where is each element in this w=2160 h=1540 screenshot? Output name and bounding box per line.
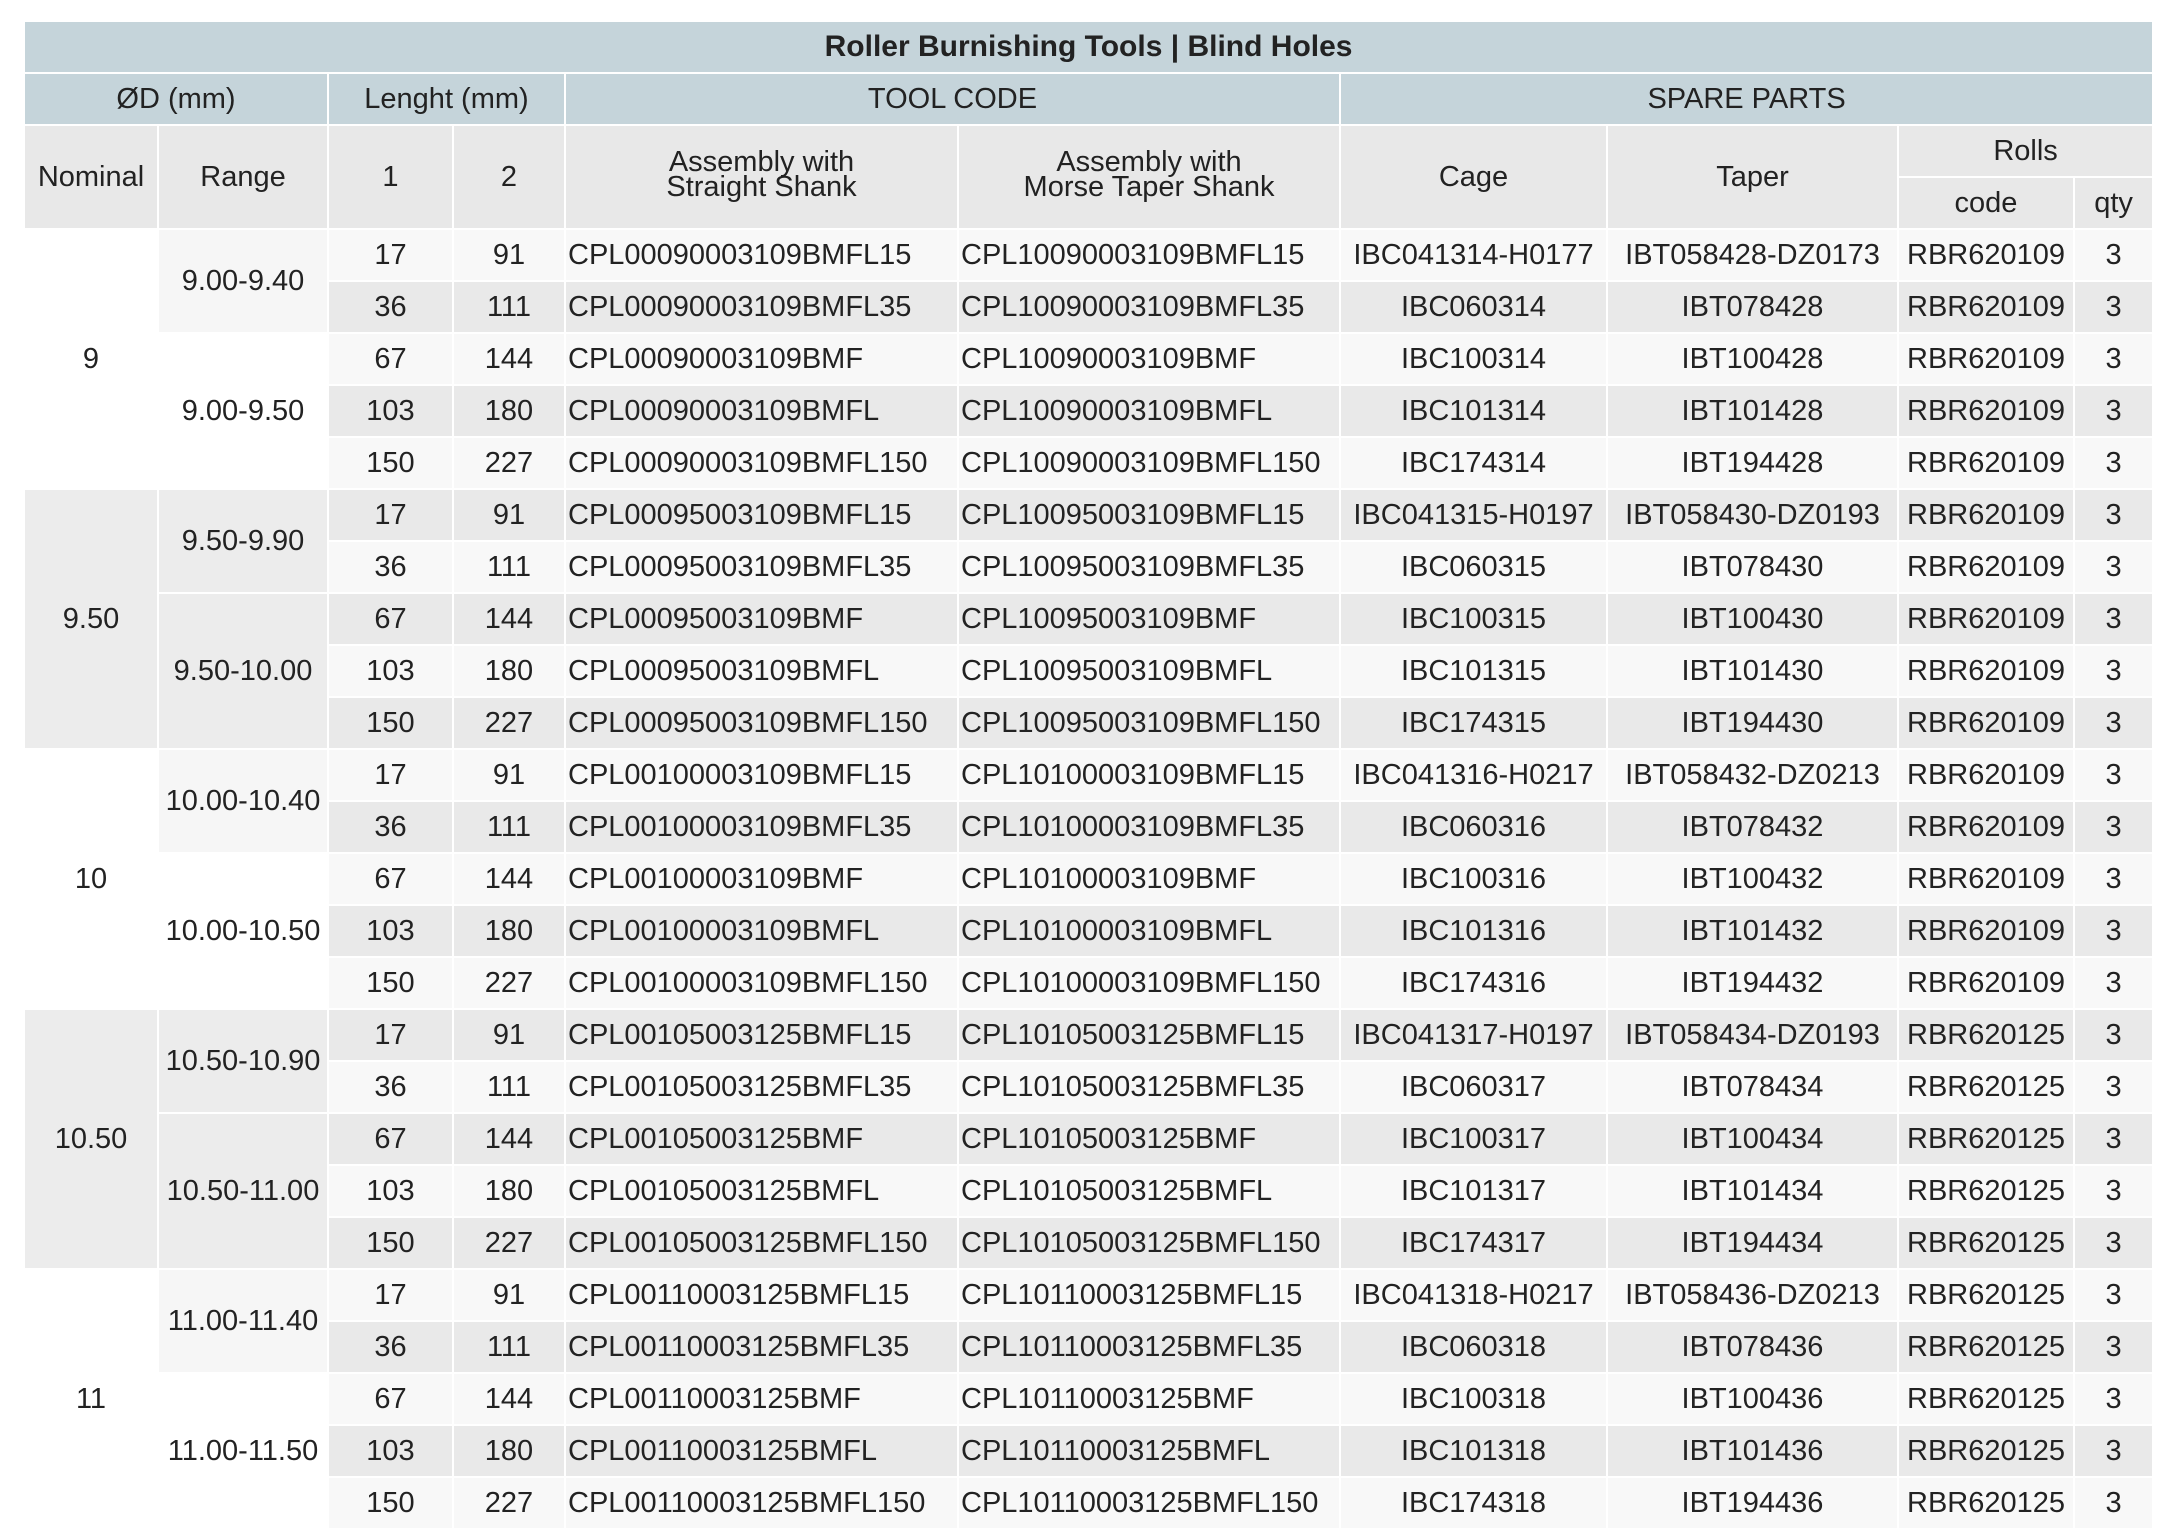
rolls-code-cell: RBR620109 (1898, 645, 2074, 697)
straight-shank-code-cell: CPL00090003109BMFL15 (565, 229, 958, 281)
length-2-cell: 227 (453, 697, 565, 749)
header-straight-line1: Assembly with (668, 146, 855, 178)
cage-code-cell: IBC041316-H0217 (1340, 749, 1607, 801)
header-nominal: Nominal (25, 125, 158, 229)
taper-code-cell: IBT194432 (1607, 957, 1898, 1009)
cage-code-cell: IBC100315 (1340, 593, 1607, 645)
straight-shank-code-cell: CPL00110003125BMF (565, 1373, 958, 1425)
rolls-qty-cell: 3 (2074, 1477, 2153, 1529)
straight-shank-code-cell: CPL00100003109BMFL15 (565, 749, 958, 801)
header-rolls: Rolls (1898, 125, 2153, 177)
table-row (25, 1009, 2153, 1061)
length-1-cell: 17 (328, 1009, 453, 1061)
straight-shank-code-cell: CPL00105003125BMFL150 (565, 1217, 958, 1269)
rolls-qty-cell: 3 (2074, 957, 2153, 1009)
morse-taper-code-cell: CPL10105003125BMFL15 (958, 1009, 1340, 1061)
rolls-code-cell: RBR620109 (1898, 957, 2074, 1009)
length-2-cell: 111 (453, 801, 565, 853)
length-1-cell: 17 (328, 229, 453, 281)
straight-shank-code-cell: CPL00095003109BMFL (565, 645, 958, 697)
rolls-code-cell: RBR620125 (1898, 1165, 2074, 1217)
length-1-cell: 103 (328, 385, 453, 437)
length-2-cell: 180 (453, 645, 565, 697)
range-cell: 10.50-11.00 (158, 1113, 328, 1269)
morse-taper-code-cell: CPL10090003109BMFL35 (958, 281, 1340, 333)
nominal-cell: 10.50 (25, 1009, 158, 1269)
length-2-cell: 111 (453, 541, 565, 593)
range-cell: 10.00-10.40 (158, 749, 328, 853)
table-row (25, 853, 2153, 905)
length-1-cell: 150 (328, 1217, 453, 1269)
length-2-cell: 91 (453, 229, 565, 281)
length-1-cell: 67 (328, 1113, 453, 1165)
cage-code-cell: IBC060314 (1340, 281, 1607, 333)
header-morse-line2: Morse Taper Shank (1023, 171, 1275, 203)
morse-taper-code-cell: CPL10100003109BMFL (958, 905, 1340, 957)
rolls-qty-cell: 3 (2074, 905, 2153, 957)
morse-taper-code-cell: CPL10110003125BMFL (958, 1425, 1340, 1477)
table-title: Roller Burnishing Tools | Blind Holes (25, 22, 2153, 73)
taper-code-cell: IBT058430-DZ0193 (1607, 489, 1898, 541)
rolls-qty-cell: 3 (2074, 1165, 2153, 1217)
table-row (25, 333, 2153, 385)
range-cell: 11.00-11.40 (158, 1269, 328, 1373)
range-cell: 11.00-11.50 (158, 1373, 328, 1529)
morse-taper-code-cell: CPL10095003109BMFL15 (958, 489, 1340, 541)
length-2-cell: 180 (453, 385, 565, 437)
rolls-qty-cell: 3 (2074, 1061, 2153, 1113)
rolls-qty-cell: 3 (2074, 1009, 2153, 1061)
header-cage: Cage (1340, 125, 1607, 229)
header-od: ØD (mm) (25, 73, 328, 125)
cage-code-cell: IBC174314 (1340, 437, 1607, 489)
header-taper: Taper (1607, 125, 1898, 229)
range-cell: 10.50-10.90 (158, 1009, 328, 1113)
straight-shank-code-cell: CPL00100003109BMFL (565, 905, 958, 957)
nominal-cell: 9.50 (25, 489, 158, 749)
rolls-code-cell: RBR620125 (1898, 1477, 2074, 1529)
table-row (25, 1425, 2153, 1477)
rolls-code-cell: RBR620125 (1898, 1217, 2074, 1269)
morse-taper-code-cell: CPL10110003125BMFL150 (958, 1477, 1340, 1529)
cage-code-cell: IBC100314 (1340, 333, 1607, 385)
rolls-code-cell: RBR620109 (1898, 281, 2074, 333)
morse-taper-code-cell: CPL10090003109BMFL (958, 385, 1340, 437)
cage-code-cell: IBC101318 (1340, 1425, 1607, 1477)
rolls-code-cell: RBR620125 (1898, 1321, 2074, 1373)
table-row (25, 541, 2153, 593)
straight-shank-code-cell: CPL00100003109BMFL35 (565, 801, 958, 853)
length-2-cell: 91 (453, 749, 565, 801)
rolls-code-cell: RBR620125 (1898, 1009, 2074, 1061)
length-1-cell: 36 (328, 281, 453, 333)
length-1-cell: 103 (328, 905, 453, 957)
length-2-cell: 91 (453, 1009, 565, 1061)
straight-shank-code-cell: CPL00095003109BMFL150 (565, 697, 958, 749)
taper-code-cell: IBT194436 (1607, 1477, 1898, 1529)
rolls-qty-cell: 3 (2074, 229, 2153, 281)
length-1-cell: 36 (328, 1061, 453, 1113)
cage-code-cell: IBC060315 (1340, 541, 1607, 593)
cage-code-cell: IBC174318 (1340, 1477, 1607, 1529)
straight-shank-code-cell: CPL00110003125BMFL35 (565, 1321, 958, 1373)
straight-shank-code-cell: CPL00100003109BMF (565, 853, 958, 905)
taper-code-cell: IBT194428 (1607, 437, 1898, 489)
length-2-cell: 180 (453, 1165, 565, 1217)
taper-code-cell: IBT101432 (1607, 905, 1898, 957)
header-length-2: 2 (453, 125, 565, 229)
header-morse-taper-shank (958, 125, 1340, 229)
cage-code-cell: IBC060317 (1340, 1061, 1607, 1113)
taper-code-cell: IBT058434-DZ0193 (1607, 1009, 1898, 1061)
length-2-cell: 227 (453, 957, 565, 1009)
taper-code-cell: IBT078432 (1607, 801, 1898, 853)
rolls-qty-cell: 3 (2074, 1269, 2153, 1321)
table-row (25, 1373, 2153, 1425)
length-2-cell: 180 (453, 1425, 565, 1477)
cage-code-cell: IBC041314-H0177 (1340, 229, 1607, 281)
header-tool-code: TOOL CODE (565, 73, 1340, 125)
taper-code-cell: IBT101428 (1607, 385, 1898, 437)
length-1-cell: 67 (328, 853, 453, 905)
rolls-code-cell: RBR620125 (1898, 1373, 2074, 1425)
taper-code-cell: IBT058436-DZ0213 (1607, 1269, 1898, 1321)
table-row (25, 1477, 2153, 1529)
straight-shank-code-cell: CPL00095003109BMFL35 (565, 541, 958, 593)
burnishing-tools-table (25, 22, 2154, 1530)
taper-code-cell: IBT058432-DZ0213 (1607, 749, 1898, 801)
table-row (25, 281, 2153, 333)
nominal-cell: 11 (25, 1269, 158, 1529)
rolls-code-cell: RBR620109 (1898, 905, 2074, 957)
morse-taper-code-cell: CPL10110003125BMFL15 (958, 1269, 1340, 1321)
rolls-qty-cell: 3 (2074, 1321, 2153, 1373)
table-row (25, 905, 2153, 957)
rolls-code-cell: RBR620109 (1898, 749, 2074, 801)
header-straight-line2: Straight Shank (666, 171, 857, 203)
rolls-qty-cell: 3 (2074, 853, 2153, 905)
taper-code-cell: IBT100432 (1607, 853, 1898, 905)
rolls-qty-cell: 3 (2074, 1113, 2153, 1165)
cage-code-cell: IBC100316 (1340, 853, 1607, 905)
rolls-qty-cell: 3 (2074, 281, 2153, 333)
header-morse-line1: Assembly with (1056, 146, 1242, 178)
morse-taper-code-cell: CPL10100003109BMF (958, 853, 1340, 905)
rolls-qty-cell: 3 (2074, 697, 2153, 749)
length-2-cell: 91 (453, 1269, 565, 1321)
cage-code-cell: IBC174317 (1340, 1217, 1607, 1269)
straight-shank-code-cell: CPL00110003125BMFL15 (565, 1269, 958, 1321)
morse-taper-code-cell: CPL10095003109BMFL150 (958, 697, 1340, 749)
straight-shank-code-cell: CPL00105003125BMF (565, 1113, 958, 1165)
table-row (25, 801, 2153, 853)
rolls-qty-cell: 3 (2074, 801, 2153, 853)
morse-taper-code-cell: CPL10090003109BMF (958, 333, 1340, 385)
length-1-cell: 103 (328, 1425, 453, 1477)
rolls-code-cell: RBR620109 (1898, 801, 2074, 853)
table-row (25, 489, 2153, 541)
rolls-code-cell: RBR620125 (1898, 1269, 2074, 1321)
table-row (25, 697, 2153, 749)
length-2-cell: 227 (453, 437, 565, 489)
rolls-qty-cell: 3 (2074, 1425, 2153, 1477)
rolls-qty-cell: 3 (2074, 489, 2153, 541)
taper-code-cell: IBT194434 (1607, 1217, 1898, 1269)
length-1-cell: 150 (328, 1477, 453, 1529)
cage-code-cell: IBC101314 (1340, 385, 1607, 437)
rolls-code-cell: RBR620109 (1898, 853, 2074, 905)
rolls-code-cell: RBR620109 (1898, 489, 2074, 541)
cage-code-cell: IBC041317-H0197 (1340, 1009, 1607, 1061)
morse-taper-code-cell: CPL10090003109BMFL15 (958, 229, 1340, 281)
morse-taper-code-cell: CPL10100003109BMFL150 (958, 957, 1340, 1009)
straight-shank-code-cell: CPL00110003125BMFL150 (565, 1477, 958, 1529)
straight-shank-code-cell: CPL00090003109BMFL150 (565, 437, 958, 489)
length-1-cell: 150 (328, 957, 453, 1009)
length-1-cell: 150 (328, 437, 453, 489)
rolls-qty-cell: 3 (2074, 749, 2153, 801)
length-2-cell: 111 (453, 281, 565, 333)
straight-shank-code-cell: CPL00090003109BMFL35 (565, 281, 958, 333)
rolls-code-cell: RBR620125 (1898, 1425, 2074, 1477)
taper-code-cell: IBT058428-DZ0173 (1607, 229, 1898, 281)
range-cell: 9.00-9.50 (158, 333, 328, 489)
morse-taper-code-cell: CPL10110003125BMFL35 (958, 1321, 1340, 1373)
rolls-code-cell: RBR620109 (1898, 697, 2074, 749)
length-2-cell: 144 (453, 333, 565, 385)
morse-taper-code-cell: CPL10105003125BMF (958, 1113, 1340, 1165)
rolls-qty-cell: 3 (2074, 593, 2153, 645)
table-row (25, 749, 2153, 801)
morse-taper-code-cell: CPL10110003125BMF (958, 1373, 1340, 1425)
morse-taper-code-cell: CPL10105003125BMFL150 (958, 1217, 1340, 1269)
straight-shank-code-cell: CPL00105003125BMFL15 (565, 1009, 958, 1061)
rolls-code-cell: RBR620109 (1898, 437, 2074, 489)
header-spare-parts: SPARE PARTS (1340, 73, 2153, 125)
rolls-qty-cell: 3 (2074, 1217, 2153, 1269)
range-cell: 10.00-10.50 (158, 853, 328, 1009)
rolls-code-cell: RBR620125 (1898, 1061, 2074, 1113)
rolls-code-cell: RBR620109 (1898, 541, 2074, 593)
nominal-cell: 9 (25, 229, 158, 489)
morse-taper-code-cell: CPL10095003109BMFL (958, 645, 1340, 697)
taper-code-cell: IBT101434 (1607, 1165, 1898, 1217)
table-body (25, 229, 2153, 1529)
morse-taper-code-cell: CPL10100003109BMFL15 (958, 749, 1340, 801)
taper-code-cell: IBT078434 (1607, 1061, 1898, 1113)
range-cell: 9.50-10.00 (158, 593, 328, 749)
morse-taper-code-cell: CPL10090003109BMFL150 (958, 437, 1340, 489)
header-rolls-qty: qty (2074, 177, 2153, 229)
length-1-cell: 17 (328, 489, 453, 541)
taper-code-cell: IBT194430 (1607, 697, 1898, 749)
cage-code-cell: IBC174316 (1340, 957, 1607, 1009)
morse-taper-code-cell: CPL10095003109BMF (958, 593, 1340, 645)
morse-taper-code-cell: CPL10100003109BMFL35 (958, 801, 1340, 853)
taper-code-cell: IBT100430 (1607, 593, 1898, 645)
length-1-cell: 103 (328, 1165, 453, 1217)
length-2-cell: 144 (453, 1373, 565, 1425)
rolls-code-cell: RBR620109 (1898, 333, 2074, 385)
length-1-cell: 36 (328, 541, 453, 593)
taper-code-cell: IBT078428 (1607, 281, 1898, 333)
straight-shank-code-cell: CPL00095003109BMFL15 (565, 489, 958, 541)
straight-shank-code-cell: CPL00090003109BMF (565, 333, 958, 385)
length-2-cell: 111 (453, 1061, 565, 1113)
length-2-cell: 91 (453, 489, 565, 541)
cage-code-cell: IBC041318-H0217 (1340, 1269, 1607, 1321)
table-row (25, 1217, 2153, 1269)
length-2-cell: 144 (453, 1113, 565, 1165)
taper-code-cell: IBT100436 (1607, 1373, 1898, 1425)
table-row (25, 645, 2153, 697)
length-1-cell: 36 (328, 1321, 453, 1373)
table-row (25, 385, 2153, 437)
cage-code-cell: IBC060318 (1340, 1321, 1607, 1373)
rolls-qty-cell: 3 (2074, 385, 2153, 437)
straight-shank-code-cell: CPL00105003125BMFL35 (565, 1061, 958, 1113)
rolls-qty-cell: 3 (2074, 645, 2153, 697)
table-container (25, 22, 2153, 1530)
table-row (25, 1321, 2153, 1373)
length-2-cell: 144 (453, 853, 565, 905)
straight-shank-code-cell: CPL00100003109BMFL150 (565, 957, 958, 1009)
taper-code-cell: IBT100434 (1607, 1113, 1898, 1165)
straight-shank-code-cell: CPL00105003125BMFL (565, 1165, 958, 1217)
taper-code-cell: IBT100428 (1607, 333, 1898, 385)
rolls-code-cell: RBR620109 (1898, 593, 2074, 645)
table-row (25, 1061, 2153, 1113)
rolls-code-cell: RBR620125 (1898, 1113, 2074, 1165)
table-row (25, 437, 2153, 489)
table-row (25, 1165, 2153, 1217)
length-1-cell: 103 (328, 645, 453, 697)
table-row (25, 593, 2153, 645)
taper-code-cell: IBT078430 (1607, 541, 1898, 593)
table-row (25, 1269, 2153, 1321)
length-1-cell: 67 (328, 593, 453, 645)
rolls-code-cell: RBR620109 (1898, 385, 2074, 437)
nominal-cell: 10 (25, 749, 158, 1009)
cage-code-cell: IBC100318 (1340, 1373, 1607, 1425)
rolls-qty-cell: 3 (2074, 541, 2153, 593)
taper-code-cell: IBT078436 (1607, 1321, 1898, 1373)
length-2-cell: 180 (453, 905, 565, 957)
cage-code-cell: IBC174315 (1340, 697, 1607, 749)
morse-taper-code-cell: CPL10095003109BMFL35 (958, 541, 1340, 593)
length-1-cell: 17 (328, 749, 453, 801)
length-1-cell: 17 (328, 1269, 453, 1321)
morse-taper-code-cell: CPL10105003125BMFL35 (958, 1061, 1340, 1113)
table-row (25, 229, 2153, 281)
header-length: Lenght (mm) (328, 73, 565, 125)
cage-code-cell: IBC101316 (1340, 905, 1607, 957)
morse-taper-code-cell: CPL10105003125BMFL (958, 1165, 1340, 1217)
cage-code-cell: IBC100317 (1340, 1113, 1607, 1165)
rolls-qty-cell: 3 (2074, 437, 2153, 489)
table-row (25, 1113, 2153, 1165)
length-1-cell: 150 (328, 697, 453, 749)
rolls-qty-cell: 3 (2074, 1373, 2153, 1425)
straight-shank-code-cell: CPL00095003109BMF (565, 593, 958, 645)
cage-code-cell: IBC060316 (1340, 801, 1607, 853)
range-cell: 9.50-9.90 (158, 489, 328, 593)
length-1-cell: 67 (328, 333, 453, 385)
length-2-cell: 111 (453, 1321, 565, 1373)
cage-code-cell: IBC101315 (1340, 645, 1607, 697)
length-2-cell: 227 (453, 1477, 565, 1529)
cage-code-cell: IBC041315-H0197 (1340, 489, 1607, 541)
length-1-cell: 67 (328, 1373, 453, 1425)
header-straight-shank (565, 125, 958, 229)
header-length-1: 1 (328, 125, 453, 229)
rolls-qty-cell: 3 (2074, 333, 2153, 385)
length-2-cell: 227 (453, 1217, 565, 1269)
straight-shank-code-cell: CPL00090003109BMFL (565, 385, 958, 437)
taper-code-cell: IBT101430 (1607, 645, 1898, 697)
length-2-cell: 144 (453, 593, 565, 645)
length-1-cell: 36 (328, 801, 453, 853)
straight-shank-code-cell: CPL00110003125BMFL (565, 1425, 958, 1477)
rolls-code-cell: RBR620109 (1898, 229, 2074, 281)
header-range: Range (158, 125, 328, 229)
taper-code-cell: IBT101436 (1607, 1425, 1898, 1477)
table-row (25, 957, 2153, 1009)
header-rolls-code: code (1898, 177, 2074, 229)
cage-code-cell: IBC101317 (1340, 1165, 1607, 1217)
range-cell: 9.00-9.40 (158, 229, 328, 333)
